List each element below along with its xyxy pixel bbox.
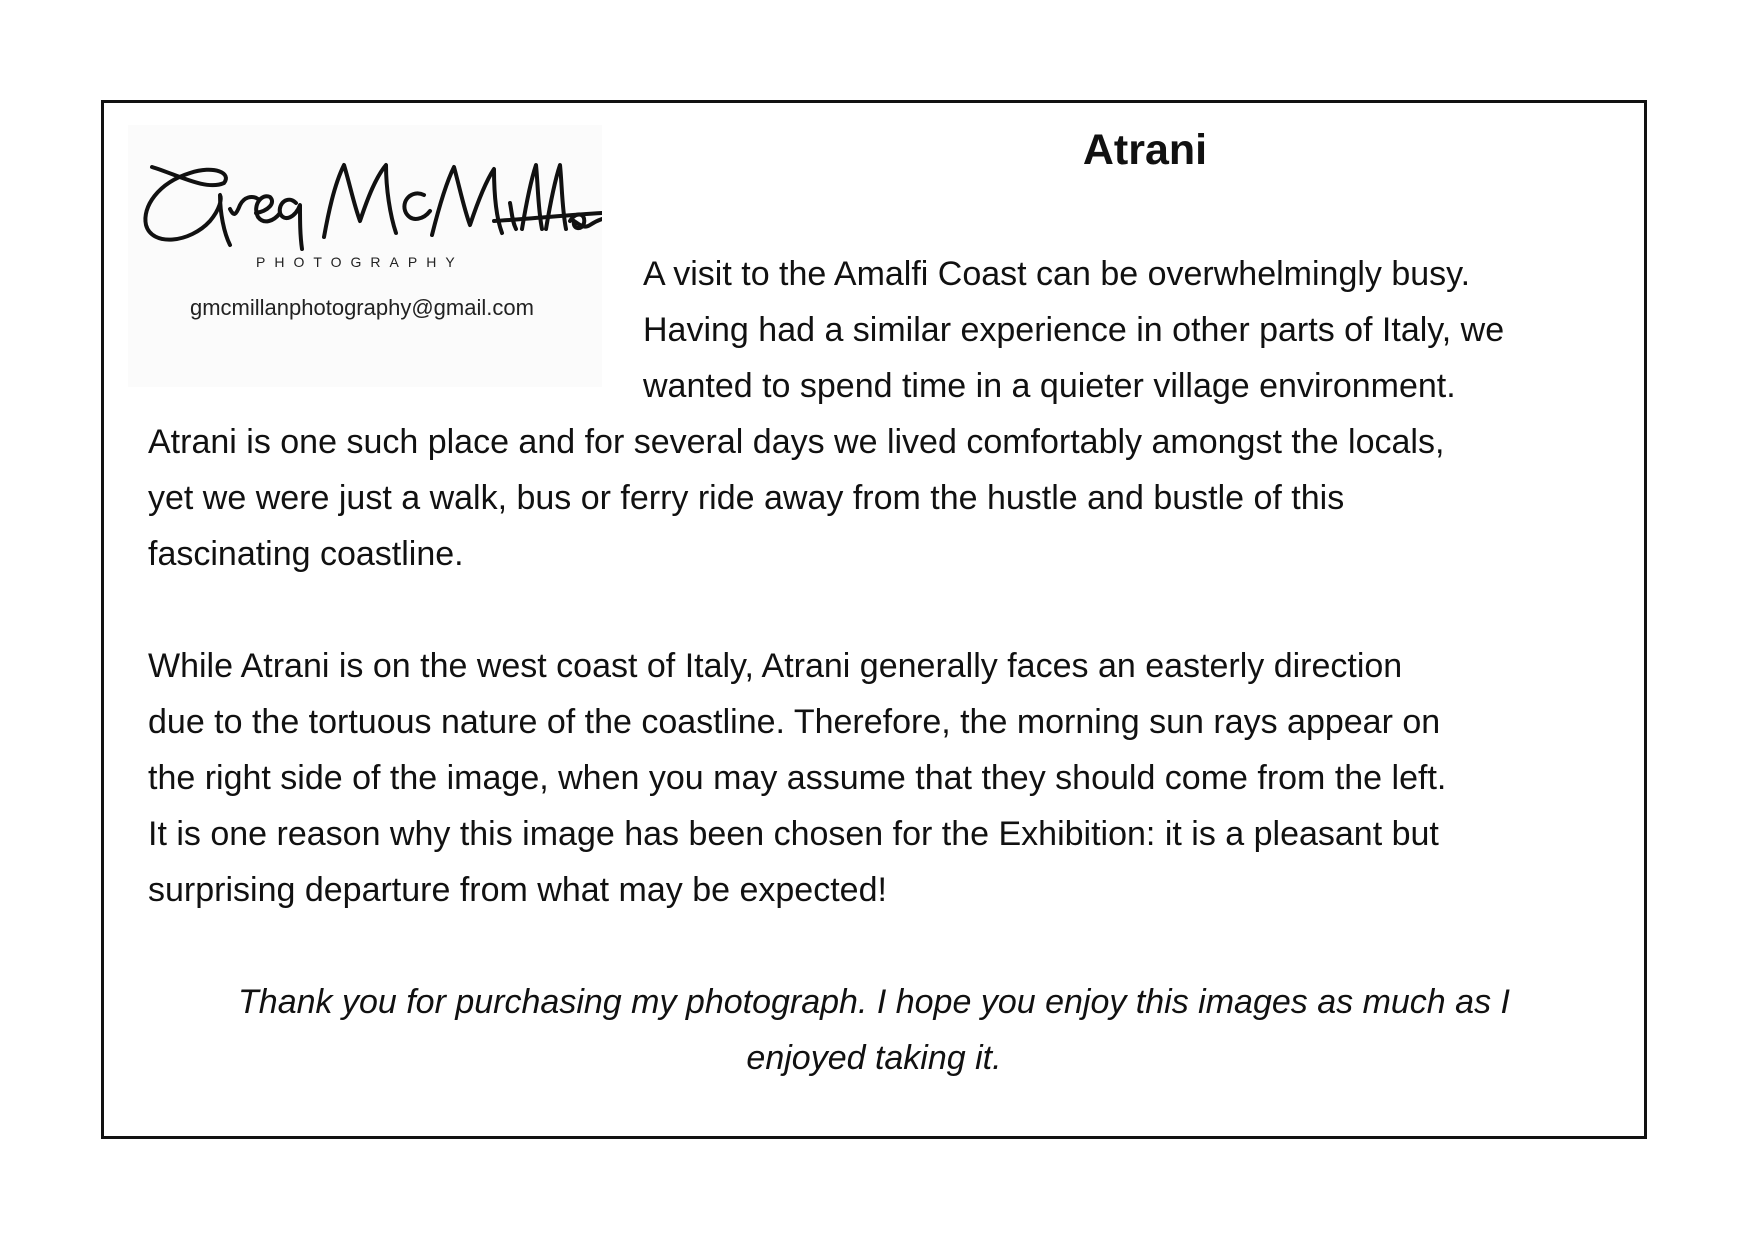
paragraph2-line: surprising departure from what may be expected!	[148, 871, 887, 909]
paragraph2-line: While Atrani is on the west coast of Italy, Atrani generally faces an easterly direction	[148, 647, 1403, 685]
paragraph2-line: due to the tortuous nature of the coastline. Therefore, the morning sun rays appear on	[148, 703, 1441, 741]
closing-line: Thank you for purchasing my photograph. I hope you enjoy this images as much as I	[238, 983, 1510, 1021]
paragraph2-line: the right side of the image, when you may assume that they should come from the left.	[148, 759, 1447, 797]
paragraph1-line: fascinating coastline.	[148, 535, 464, 573]
paragraph1-line: A visit to the Amalfi Coast can be overwhelmingly busy.	[643, 255, 1471, 293]
logo-email: gmcmillanphotography@gmail.com	[190, 295, 534, 320]
paragraph1-line: wanted to spend time in a quieter village environment.	[643, 367, 1456, 405]
page-title: Atrani	[1082, 126, 1208, 174]
closing-line: enjoyed taking it.	[746, 1039, 1002, 1077]
paragraph1-line: Atrani is one such place and for several days we lived comfortably amongst the locals,	[148, 423, 1445, 461]
paragraph2-line: It is one reason why this image has been chosen for the Exhibition: it is a pleasant but	[148, 815, 1439, 853]
photographer-logo	[128, 125, 602, 387]
logo-tagline: PHOTOGRAPHY	[256, 254, 464, 270]
paragraph1-line: Having had a similar experience in other parts of Italy, we	[643, 311, 1505, 349]
paragraph1-line: yet we were just a walk, bus or ferry ride away from the hustle and bustle of this	[148, 479, 1345, 517]
